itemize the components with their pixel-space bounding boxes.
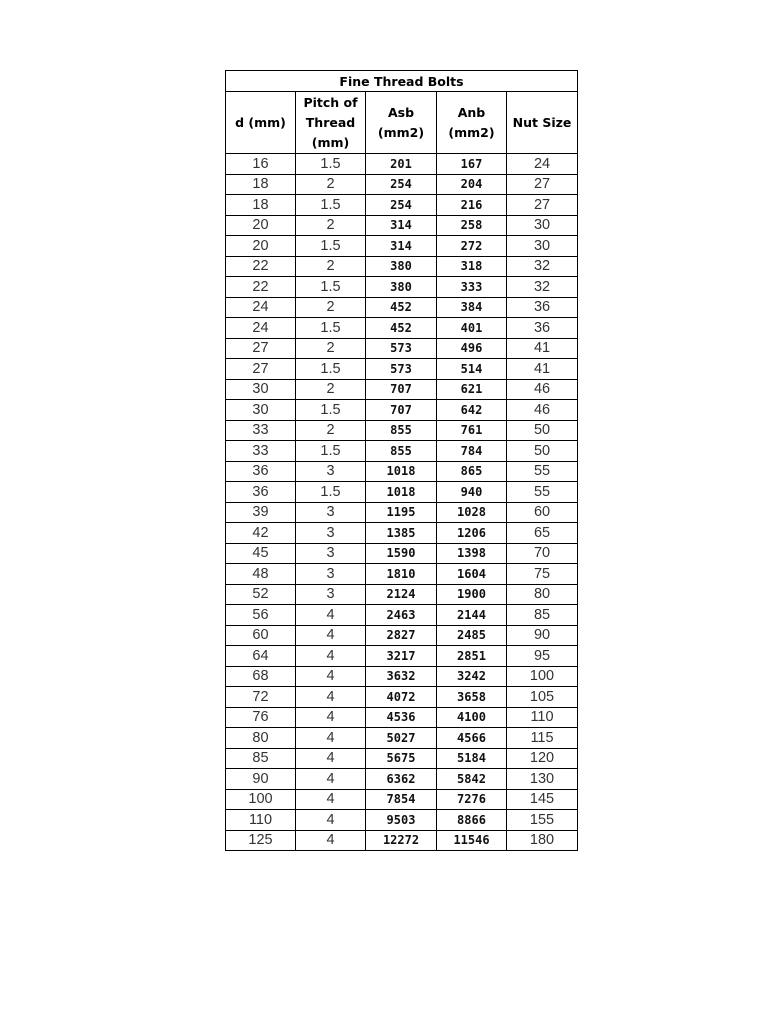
cell-asb: 12272 — [366, 830, 437, 851]
cell-nut-size: 145 — [507, 789, 578, 810]
cell-pitch: 4 — [296, 748, 366, 769]
cell-anb: 761 — [437, 420, 507, 441]
cell-anb: 204 — [437, 174, 507, 195]
cell-asb: 573 — [366, 359, 437, 380]
cell-d-mm: 30 — [226, 379, 296, 400]
cell-nut-size: 30 — [507, 215, 578, 236]
cell-nut-size: 55 — [507, 461, 578, 482]
cell-d-mm: 20 — [226, 215, 296, 236]
cell-d-mm: 30 — [226, 400, 296, 421]
cell-d-mm: 125 — [226, 830, 296, 851]
cell-d-mm: 20 — [226, 236, 296, 257]
table-body — [226, 154, 578, 851]
cell-d-mm: 110 — [226, 810, 296, 831]
table-row — [226, 400, 578, 421]
cell-anb: 621 — [437, 379, 507, 400]
cell-nut-size: 65 — [507, 523, 578, 544]
cell-pitch: 4 — [296, 646, 366, 667]
fine-thread-bolts-table — [225, 70, 578, 851]
cell-nut-size: 100 — [507, 666, 578, 687]
table-row — [226, 646, 578, 667]
cell-nut-size: 90 — [507, 625, 578, 646]
header-nut-size-line: Nut Size — [512, 114, 572, 130]
cell-anb: 333 — [437, 277, 507, 298]
cell-nut-size: 36 — [507, 318, 578, 339]
cell-pitch: 4 — [296, 769, 366, 790]
cell-nut-size: 95 — [507, 646, 578, 667]
header-anb — [437, 92, 507, 154]
cell-d-mm: 68 — [226, 666, 296, 687]
cell-anb: 5842 — [437, 769, 507, 790]
cell-asb: 1018 — [366, 461, 437, 482]
cell-anb: 1900 — [437, 584, 507, 605]
cell-pitch: 4 — [296, 687, 366, 708]
cell-pitch: 4 — [296, 625, 366, 646]
cell-anb: 642 — [437, 400, 507, 421]
cell-nut-size: 46 — [507, 379, 578, 400]
cell-nut-size: 41 — [507, 338, 578, 359]
cell-asb: 452 — [366, 297, 437, 318]
cell-anb: 1398 — [437, 543, 507, 564]
cell-anb: 11546 — [437, 830, 507, 851]
cell-nut-size: 24 — [507, 154, 578, 175]
cell-anb: 865 — [437, 461, 507, 482]
header-asb-line-2: (mm2) — [377, 124, 425, 140]
cell-nut-size: 180 — [507, 830, 578, 851]
cell-d-mm: 24 — [226, 318, 296, 339]
table-row — [226, 215, 578, 236]
table-row — [226, 523, 578, 544]
cell-anb: 1206 — [437, 523, 507, 544]
cell-pitch: 3 — [296, 523, 366, 544]
header-anb-line-2: (mm2) — [448, 124, 495, 140]
cell-pitch: 2 — [296, 215, 366, 236]
table-row — [226, 441, 578, 462]
table-row — [226, 379, 578, 400]
cell-d-mm: 27 — [226, 359, 296, 380]
header-pitch-line-2: Thread — [305, 114, 356, 130]
cell-anb: 7276 — [437, 789, 507, 810]
cell-d-mm: 33 — [226, 420, 296, 441]
cell-d-mm: 16 — [226, 154, 296, 175]
cell-d-mm: 56 — [226, 605, 296, 626]
cell-asb: 1810 — [366, 564, 437, 585]
cell-asb: 2463 — [366, 605, 437, 626]
header-pitch-of-thread — [296, 92, 366, 154]
cell-asb: 9503 — [366, 810, 437, 831]
cell-anb: 4100 — [437, 707, 507, 728]
cell-anb: 1604 — [437, 564, 507, 585]
cell-asb: 2827 — [366, 625, 437, 646]
cell-anb: 384 — [437, 297, 507, 318]
cell-anb: 8866 — [437, 810, 507, 831]
cell-anb: 2485 — [437, 625, 507, 646]
table-row — [226, 687, 578, 708]
header-d-mm — [226, 92, 296, 154]
cell-anb: 167 — [437, 154, 507, 175]
cell-anb: 3658 — [437, 687, 507, 708]
table-row — [226, 154, 578, 175]
cell-nut-size: 50 — [507, 420, 578, 441]
header-anb-line-1: Anb — [457, 104, 486, 120]
cell-nut-size: 70 — [507, 543, 578, 564]
cell-asb: 6362 — [366, 769, 437, 790]
cell-asb: 254 — [366, 195, 437, 216]
cell-asb: 3217 — [366, 646, 437, 667]
table-row — [226, 748, 578, 769]
cell-asb: 314 — [366, 215, 437, 236]
cell-asb: 4072 — [366, 687, 437, 708]
cell-d-mm: 39 — [226, 502, 296, 523]
cell-d-mm: 22 — [226, 277, 296, 298]
header-row — [226, 92, 578, 154]
cell-pitch: 2 — [296, 420, 366, 441]
cell-pitch: 4 — [296, 666, 366, 687]
cell-d-mm: 64 — [226, 646, 296, 667]
cell-pitch: 2 — [296, 379, 366, 400]
cell-nut-size: 60 — [507, 502, 578, 523]
cell-nut-size: 75 — [507, 564, 578, 585]
table-row — [226, 605, 578, 626]
cell-asb: 707 — [366, 379, 437, 400]
header-asb — [366, 92, 437, 154]
cell-d-mm: 24 — [226, 297, 296, 318]
cell-nut-size: 50 — [507, 441, 578, 462]
cell-nut-size: 32 — [507, 277, 578, 298]
cell-pitch: 1.5 — [296, 482, 366, 503]
table-row — [226, 195, 578, 216]
cell-nut-size: 41 — [507, 359, 578, 380]
cell-pitch: 2 — [296, 174, 366, 195]
cell-d-mm: 27 — [226, 338, 296, 359]
cell-anb: 496 — [437, 338, 507, 359]
cell-d-mm: 48 — [226, 564, 296, 585]
cell-asb: 5675 — [366, 748, 437, 769]
cell-asb: 2124 — [366, 584, 437, 605]
cell-d-mm: 52 — [226, 584, 296, 605]
cell-nut-size: 130 — [507, 769, 578, 790]
cell-d-mm: 42 — [226, 523, 296, 544]
cell-anb: 3242 — [437, 666, 507, 687]
cell-pitch: 4 — [296, 830, 366, 851]
table-row — [226, 564, 578, 585]
table-row — [226, 666, 578, 687]
cell-d-mm: 36 — [226, 482, 296, 503]
cell-d-mm: 100 — [226, 789, 296, 810]
table-row — [226, 769, 578, 790]
cell-asb: 452 — [366, 318, 437, 339]
cell-d-mm: 18 — [226, 174, 296, 195]
cell-pitch: 1.5 — [296, 154, 366, 175]
cell-pitch: 1.5 — [296, 277, 366, 298]
cell-asb: 7854 — [366, 789, 437, 810]
cell-anb: 2144 — [437, 605, 507, 626]
cell-d-mm: 33 — [226, 441, 296, 462]
cell-anb: 2851 — [437, 646, 507, 667]
table-row — [226, 584, 578, 605]
cell-nut-size: 30 — [507, 236, 578, 257]
table-row — [226, 789, 578, 810]
cell-pitch: 4 — [296, 728, 366, 749]
cell-pitch: 4 — [296, 605, 366, 626]
cell-pitch: 4 — [296, 810, 366, 831]
table-title: Fine Thread Bolts — [226, 71, 578, 92]
cell-nut-size: 55 — [507, 482, 578, 503]
cell-pitch: 1.5 — [296, 236, 366, 257]
cell-d-mm: 85 — [226, 748, 296, 769]
cell-asb: 4536 — [366, 707, 437, 728]
cell-pitch: 3 — [296, 584, 366, 605]
cell-anb: 216 — [437, 195, 507, 216]
title-row — [226, 71, 578, 92]
cell-pitch: 1.5 — [296, 195, 366, 216]
cell-asb: 855 — [366, 441, 437, 462]
cell-asb: 573 — [366, 338, 437, 359]
cell-nut-size: 115 — [507, 728, 578, 749]
cell-d-mm: 76 — [226, 707, 296, 728]
cell-d-mm: 60 — [226, 625, 296, 646]
cell-d-mm: 90 — [226, 769, 296, 790]
cell-anb: 318 — [437, 256, 507, 277]
cell-pitch: 3 — [296, 502, 366, 523]
cell-nut-size: 36 — [507, 297, 578, 318]
table-row — [226, 502, 578, 523]
cell-nut-size: 46 — [507, 400, 578, 421]
cell-d-mm: 45 — [226, 543, 296, 564]
header-asb-line-1: Asb — [387, 104, 415, 120]
cell-anb: 5184 — [437, 748, 507, 769]
cell-anb: 401 — [437, 318, 507, 339]
cell-asb: 3632 — [366, 666, 437, 687]
cell-pitch: 2 — [296, 338, 366, 359]
cell-pitch: 1.5 — [296, 318, 366, 339]
cell-asb: 254 — [366, 174, 437, 195]
table-row — [226, 810, 578, 831]
cell-pitch: 1.5 — [296, 441, 366, 462]
cell-pitch: 4 — [296, 707, 366, 728]
cell-anb: 272 — [437, 236, 507, 257]
cell-nut-size: 27 — [507, 195, 578, 216]
cell-anb: 4566 — [437, 728, 507, 749]
table-row — [226, 236, 578, 257]
table-row — [226, 256, 578, 277]
cell-asb: 380 — [366, 277, 437, 298]
cell-asb: 1590 — [366, 543, 437, 564]
table-row — [226, 318, 578, 339]
cell-nut-size: 27 — [507, 174, 578, 195]
cell-asb: 1195 — [366, 502, 437, 523]
table-row — [226, 338, 578, 359]
table-row — [226, 830, 578, 851]
header-d-mm-line: d (mm) — [235, 114, 286, 130]
cell-pitch: 4 — [296, 789, 366, 810]
cell-d-mm: 36 — [226, 461, 296, 482]
cell-pitch: 2 — [296, 297, 366, 318]
cell-asb: 855 — [366, 420, 437, 441]
table-row — [226, 359, 578, 380]
cell-asb: 380 — [366, 256, 437, 277]
cell-anb: 258 — [437, 215, 507, 236]
table-row — [226, 174, 578, 195]
cell-asb: 1385 — [366, 523, 437, 544]
header-pitch-line-3: (mm) — [311, 134, 350, 150]
cell-d-mm: 22 — [226, 256, 296, 277]
cell-pitch: 3 — [296, 564, 366, 585]
cell-nut-size: 155 — [507, 810, 578, 831]
header-pitch-line-1: Pitch of — [303, 94, 358, 110]
cell-asb: 314 — [366, 236, 437, 257]
table-row — [226, 707, 578, 728]
header-nut-size — [507, 92, 578, 154]
table-row — [226, 482, 578, 503]
cell-anb: 784 — [437, 441, 507, 462]
cell-anb: 514 — [437, 359, 507, 380]
cell-nut-size: 85 — [507, 605, 578, 626]
table-row — [226, 543, 578, 564]
cell-d-mm: 80 — [226, 728, 296, 749]
cell-d-mm: 72 — [226, 687, 296, 708]
cell-asb: 1018 — [366, 482, 437, 503]
cell-nut-size: 110 — [507, 707, 578, 728]
cell-anb: 940 — [437, 482, 507, 503]
cell-nut-size: 120 — [507, 748, 578, 769]
cell-pitch: 1.5 — [296, 400, 366, 421]
cell-nut-size: 105 — [507, 687, 578, 708]
table-row — [226, 728, 578, 749]
cell-asb: 5027 — [366, 728, 437, 749]
cell-pitch: 3 — [296, 543, 366, 564]
cell-anb: 1028 — [437, 502, 507, 523]
cell-d-mm: 18 — [226, 195, 296, 216]
cell-pitch: 3 — [296, 461, 366, 482]
cell-pitch: 1.5 — [296, 359, 366, 380]
table-row — [226, 297, 578, 318]
cell-asb: 201 — [366, 154, 437, 175]
cell-pitch: 2 — [296, 256, 366, 277]
table-row — [226, 420, 578, 441]
table-row — [226, 277, 578, 298]
cell-nut-size: 32 — [507, 256, 578, 277]
table-row — [226, 461, 578, 482]
cell-asb: 707 — [366, 400, 437, 421]
table-row — [226, 625, 578, 646]
cell-nut-size: 80 — [507, 584, 578, 605]
